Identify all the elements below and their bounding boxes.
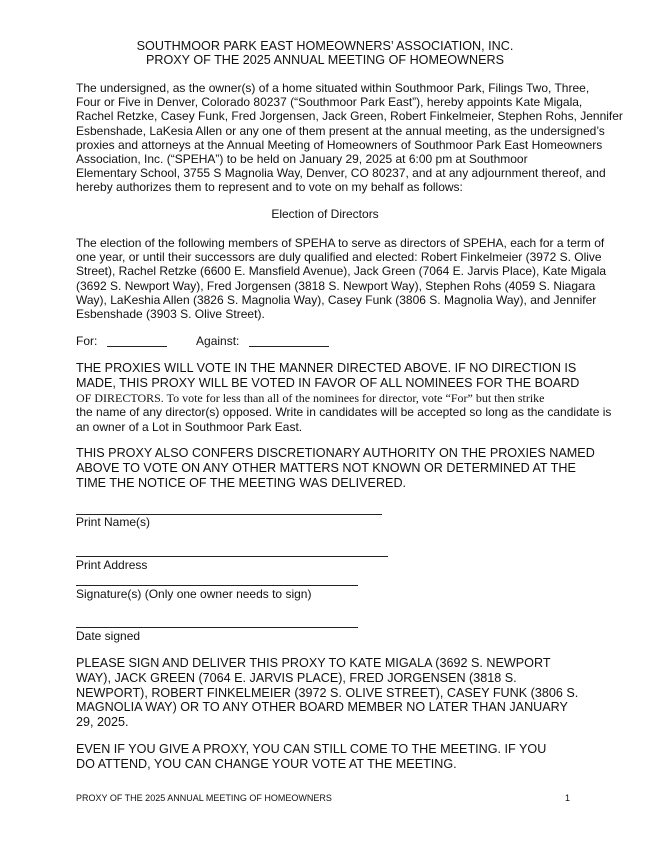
attend-paragraph <box>76 742 576 772</box>
text-line: Way), LaKeshia Allen (3826 S. Magnolia Way), Casey Funk (3806 S. Magnolia Way), and Jennifer <box>76 292 597 307</box>
text-line: the name of any director(s) opposed. Write in candidates will be accepted so long as the candidate is <box>76 405 612 420</box>
signature-label: Signature(s) (Only one owner needs to sign) <box>76 587 312 601</box>
text-line: DO ATTEND, YOU CAN CHANGE YOUR VOTE AT THE MEETING. <box>76 756 457 771</box>
text-line: MADE, THIS PROXY WILL BE VOTED IN FAVOR OF ALL NOMINEES FOR THE BOARD <box>76 375 580 390</box>
text-line: hereby authorizes them to represent and to vote on my behalf as follows: <box>76 180 463 195</box>
text-line: WAY), JACK GREEN (7064 E. JARVIS PLACE), FRED JORGENSEN (3818 S. <box>76 670 517 685</box>
for-blank[interactable] <box>107 346 167 347</box>
text-line: TIME THE NOTICE OF THE MEETING WAS DELIVERED. <box>76 475 407 490</box>
date-signed-line[interactable] <box>76 627 358 628</box>
against-blank[interactable] <box>249 346 329 347</box>
section-heading <box>0 207 650 221</box>
signature-line[interactable] <box>76 585 358 586</box>
text-line: Four or Five in Denver, Colorado 80237 (“Southmoor Park East”), hereby appoints Kate Migala, <box>76 95 583 110</box>
deliver-paragraph <box>76 656 579 730</box>
text-line: Elementary School, 3755 S Magnolia Way, Denver, CO 80237, and at any adjournment thereof, and <box>76 166 606 181</box>
intro-paragraph <box>76 81 623 195</box>
page-number: 1 <box>565 793 571 803</box>
title-line: SOUTHMOOR PARK EAST HOMEOWNERS’ ASSOCIATION, INC. <box>136 39 514 53</box>
heading-text: Election of Directors <box>271 207 379 221</box>
text-line: one year, or until their successors are duly qualified and elected: Robert Finkelmeier (3972 S. Olive <box>76 250 602 265</box>
text-line: Esbenshade, LaKesia Allen or any one of them present at the annual meeting, as the undersigned’s <box>76 123 605 138</box>
text-line: 29, 2025. <box>76 715 129 730</box>
title-line: PROXY OF THE 2025 ANNUAL MEETING OF HOMEOWNERS <box>145 53 505 68</box>
text-line: The undersigned, as the owner(s) of a home situated within Southmoor Park, Filings Two, Three, <box>76 81 590 95</box>
text-line: Rachel Retzke, Casey Funk, Fred Jorgensen, Jack Green, Robert Finkelmeier, Stephen Rohs, Jennifer <box>76 109 623 124</box>
text-line: PLEASE SIGN AND DELIVER THIS PROXY TO KATE MIGALA (3692 S. NEWPORT <box>76 656 551 670</box>
text-line: NEWPORT), ROBERT FINKELMEIER (3972 S. OLIVE STREET), CASEY FUNK (3806 S. <box>76 685 579 700</box>
against-label: Against: <box>196 334 240 348</box>
footer-title: PROXY OF THE 2025 ANNUAL MEETING OF HOMEOWNERS <box>76 793 332 803</box>
directions-paragraph <box>76 361 612 434</box>
text-line: Association, Inc. (“SPEHA”) to be held on January 29, 2025 at 6:00 pm at Southmoor <box>76 151 528 166</box>
text-line: OF DIRECTORS. To vote for less than all of the nominees for director, vote “For” but then strike <box>76 390 545 405</box>
text-line: EVEN IF YOU GIVE A PROXY, YOU CAN STILL COME TO THE MEETING. IF YOU <box>76 742 547 756</box>
text-line: THIS PROXY ALSO CONFERS DISCRETIONARY AUTHORITY ON THE PROXIES NAMED <box>76 446 595 460</box>
text-line: an owner of a Lot in Southmoor Park East. <box>76 419 303 434</box>
text-line: proxies and attorneys at the Annual Meeting of Homeowners of Southmoor Park East Homeowners <box>76 137 603 152</box>
discretion-paragraph <box>76 446 595 490</box>
document-title <box>0 39 650 67</box>
print-address-line[interactable] <box>76 556 388 557</box>
date-signed-label: Date signed <box>76 629 141 643</box>
text-line: THE PROXIES WILL VOTE IN THE MANNER DIRECTED ABOVE. IF NO DIRECTION IS <box>76 361 577 375</box>
print-name-label: Print Name(s) <box>76 515 151 529</box>
text-line: ABOVE TO VOTE ON ANY OTHER MATTERS NOT KNOWN OR DETERMINED AT THE <box>76 460 576 475</box>
for-label: For: <box>76 334 98 348</box>
vote-row <box>76 334 576 348</box>
election-paragraph <box>76 236 607 321</box>
text-line: The election of the following members of SPEHA to serve as directors of SPEHA, each for a term of <box>76 236 605 250</box>
text-line: Street), Rachel Retzke (6600 E. Mansfield Avenue), Jack Green (7064 E. Jarvis Place), Kate Migala <box>76 264 607 279</box>
text-line: MAGNOLIA WAY) OR TO ANY OTHER BOARD MEMBER NO LATER THAN JANUARY <box>76 700 568 715</box>
text-line: Esbenshade (3903 S. Olive Street). <box>76 306 265 321</box>
print-address-label: Print Address <box>76 558 148 572</box>
text-line: (3692 S. Newport Way), Fred Jorgensen (3818 S. Newport Way), Stephen Rohs (4059 S. Niagara <box>76 278 596 293</box>
